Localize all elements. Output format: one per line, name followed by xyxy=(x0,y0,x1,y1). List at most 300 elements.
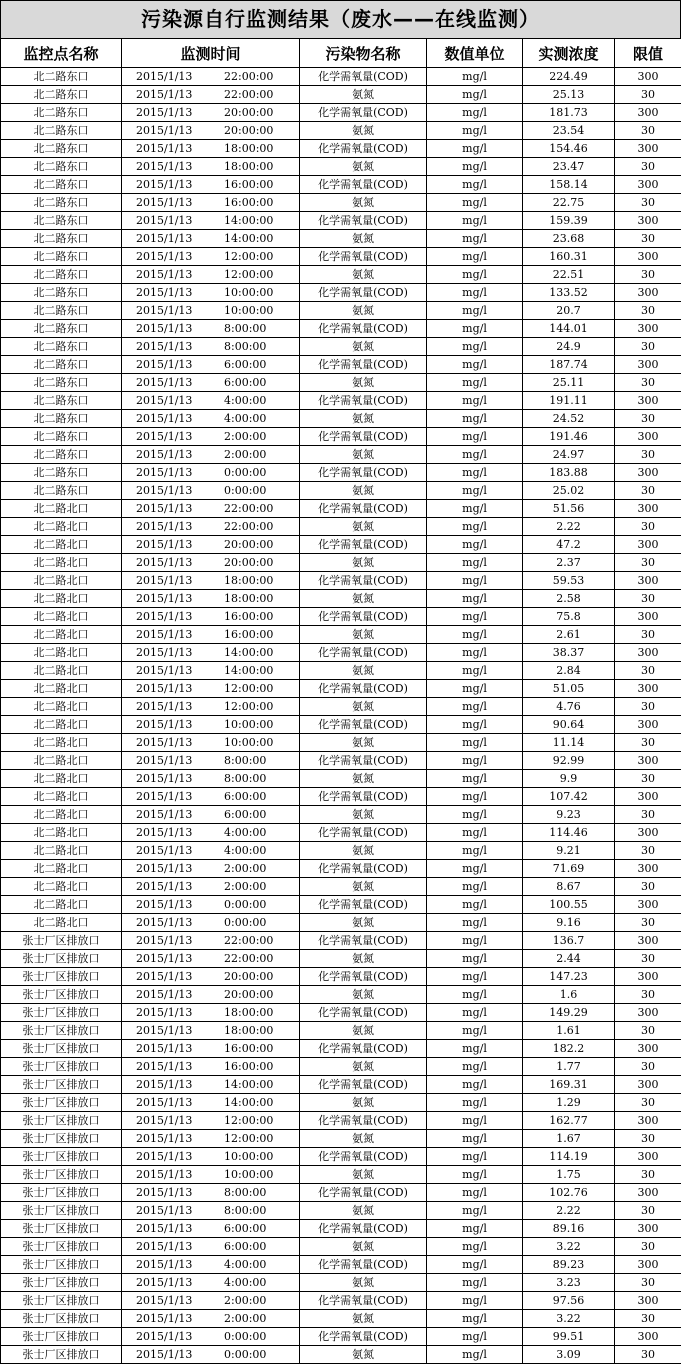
pollutant-cell: 化学需氧量(COD) xyxy=(300,1220,427,1238)
time-cell xyxy=(122,608,300,626)
limit-cell: 300 xyxy=(615,1076,681,1094)
table-row xyxy=(1,896,681,914)
date-text: 2015/1/13 xyxy=(136,968,224,985)
limit-cell: 300 xyxy=(615,1148,681,1166)
concentration-cell: 9.21 xyxy=(523,842,615,860)
concentration-cell: 159.39 xyxy=(523,212,615,230)
pollutant-cell: 氨氮 xyxy=(300,1274,427,1292)
limit-cell: 300 xyxy=(615,860,681,878)
pollutant-cell: 化学需氧量(COD) xyxy=(300,608,427,626)
site-cell: 北二路东口 xyxy=(1,248,122,266)
date-text: 2015/1/13 xyxy=(136,1130,224,1147)
concentration-cell: 89.23 xyxy=(523,1256,615,1274)
time-cell xyxy=(122,1346,300,1364)
date-text: 2015/1/13 xyxy=(136,788,224,805)
limit-cell: 300 xyxy=(615,320,681,338)
pollutant-cell: 化学需氧量(COD) xyxy=(300,572,427,590)
site-cell: 北二路东口 xyxy=(1,104,122,122)
limit-cell: 300 xyxy=(615,68,681,86)
unit-cell: mg/l xyxy=(427,536,523,554)
date-text: 2015/1/13 xyxy=(136,230,224,247)
clock-text: 16:00:00 xyxy=(224,1042,273,1055)
site-cell: 北二路东口 xyxy=(1,212,122,230)
unit-cell: mg/l xyxy=(427,1130,523,1148)
results-table xyxy=(0,38,681,1364)
pollutant-cell: 化学需氧量(COD) xyxy=(300,1076,427,1094)
unit-cell: mg/l xyxy=(427,1202,523,1220)
unit-cell: mg/l xyxy=(427,716,523,734)
table-row xyxy=(1,626,681,644)
time-cell xyxy=(122,752,300,770)
date-text: 2015/1/13 xyxy=(136,428,224,445)
header-site: 监控点名称 xyxy=(1,39,122,68)
clock-text: 6:00:00 xyxy=(224,1240,266,1253)
table-row xyxy=(1,824,681,842)
concentration-cell: 3.22 xyxy=(523,1238,615,1256)
time-cell xyxy=(122,482,300,500)
table-row xyxy=(1,608,681,626)
time-cell xyxy=(122,662,300,680)
time-cell xyxy=(122,698,300,716)
site-cell: 北二路北口 xyxy=(1,680,122,698)
concentration-cell: 89.16 xyxy=(523,1220,615,1238)
clock-text: 12:00:00 xyxy=(224,1132,273,1145)
limit-cell: 30 xyxy=(615,1274,681,1292)
table-row xyxy=(1,302,681,320)
concentration-cell: 191.11 xyxy=(523,392,615,410)
limit-cell: 30 xyxy=(615,626,681,644)
table-row xyxy=(1,374,681,392)
unit-cell: mg/l xyxy=(427,158,523,176)
table-row xyxy=(1,1022,681,1040)
date-text: 2015/1/13 xyxy=(136,464,224,481)
table-row xyxy=(1,1076,681,1094)
unit-cell: mg/l xyxy=(427,1220,523,1238)
site-cell: 北二路东口 xyxy=(1,230,122,248)
clock-text: 8:00:00 xyxy=(224,772,266,785)
clock-text: 6:00:00 xyxy=(224,376,266,389)
limit-cell: 30 xyxy=(615,194,681,212)
date-text: 2015/1/13 xyxy=(136,500,224,517)
limit-cell: 30 xyxy=(615,662,681,680)
limit-cell: 30 xyxy=(615,770,681,788)
pollutant-cell: 化学需氧量(COD) xyxy=(300,1040,427,1058)
table-row xyxy=(1,662,681,680)
pollutant-cell: 氨氮 xyxy=(300,302,427,320)
table-row xyxy=(1,1310,681,1328)
concentration-cell: 24.97 xyxy=(523,446,615,464)
table-row xyxy=(1,698,681,716)
table-row xyxy=(1,1256,681,1274)
limit-cell: 300 xyxy=(615,284,681,302)
unit-cell: mg/l xyxy=(427,1256,523,1274)
time-cell xyxy=(122,1022,300,1040)
date-text: 2015/1/13 xyxy=(136,1004,224,1021)
unit-cell: mg/l xyxy=(427,104,523,122)
pollutant-cell: 氨氮 xyxy=(300,626,427,644)
concentration-cell: 107.42 xyxy=(523,788,615,806)
clock-text: 6:00:00 xyxy=(224,1222,266,1235)
table-row xyxy=(1,1112,681,1130)
concentration-cell: 162.77 xyxy=(523,1112,615,1130)
clock-text: 12:00:00 xyxy=(224,250,273,263)
limit-cell: 300 xyxy=(615,1040,681,1058)
pollutant-cell: 化学需氧量(COD) xyxy=(300,1112,427,1130)
time-cell xyxy=(122,896,300,914)
table-row xyxy=(1,338,681,356)
site-cell: 北二路东口 xyxy=(1,176,122,194)
table-row xyxy=(1,932,681,950)
clock-text: 20:00:00 xyxy=(224,538,273,551)
unit-cell: mg/l xyxy=(427,446,523,464)
concentration-cell: 23.68 xyxy=(523,230,615,248)
site-cell: 北二路东口 xyxy=(1,140,122,158)
pollutant-cell: 氨氮 xyxy=(300,950,427,968)
site-cell: 北二路东口 xyxy=(1,122,122,140)
clock-text: 8:00:00 xyxy=(224,1186,266,1199)
pollutant-cell: 氨氮 xyxy=(300,986,427,1004)
time-cell xyxy=(122,284,300,302)
site-cell: 北二路北口 xyxy=(1,554,122,572)
unit-cell: mg/l xyxy=(427,1292,523,1310)
date-text: 2015/1/13 xyxy=(136,356,224,373)
date-text: 2015/1/13 xyxy=(136,608,224,625)
time-cell xyxy=(122,1112,300,1130)
pollutant-cell: 氨氮 xyxy=(300,374,427,392)
clock-text: 22:00:00 xyxy=(224,520,273,533)
pollutant-cell: 氨氮 xyxy=(300,518,427,536)
site-cell: 北二路东口 xyxy=(1,338,122,356)
unit-cell: mg/l xyxy=(427,590,523,608)
site-cell: 北二路东口 xyxy=(1,356,122,374)
site-cell: 北二路东口 xyxy=(1,446,122,464)
unit-cell: mg/l xyxy=(427,788,523,806)
date-text: 2015/1/13 xyxy=(136,1022,224,1039)
time-cell xyxy=(122,86,300,104)
time-cell xyxy=(122,158,300,176)
date-text: 2015/1/13 xyxy=(136,1202,224,1219)
limit-cell: 30 xyxy=(615,698,681,716)
site-cell: 北二路东口 xyxy=(1,410,122,428)
clock-text: 2:00:00 xyxy=(224,1312,266,1325)
clock-text: 4:00:00 xyxy=(224,394,266,407)
table-row xyxy=(1,968,681,986)
concentration-cell: 38.37 xyxy=(523,644,615,662)
site-cell: 北二路北口 xyxy=(1,626,122,644)
pollutant-cell: 化学需氧量(COD) xyxy=(300,464,427,482)
unit-cell: mg/l xyxy=(427,896,523,914)
table-row xyxy=(1,878,681,896)
site-cell: 张士厂区排放口 xyxy=(1,1022,122,1040)
time-cell xyxy=(122,140,300,158)
date-text: 2015/1/13 xyxy=(136,248,224,265)
table-row xyxy=(1,1346,681,1364)
pollutant-cell: 氨氮 xyxy=(300,1238,427,1256)
pollutant-cell: 化学需氧量(COD) xyxy=(300,500,427,518)
unit-cell: mg/l xyxy=(427,878,523,896)
limit-cell: 30 xyxy=(615,878,681,896)
time-cell xyxy=(122,338,300,356)
clock-text: 14:00:00 xyxy=(224,664,273,677)
time-cell xyxy=(122,1004,300,1022)
pollutant-cell: 氨氮 xyxy=(300,1166,427,1184)
time-cell xyxy=(122,68,300,86)
site-cell: 北二路东口 xyxy=(1,302,122,320)
site-cell: 北二路北口 xyxy=(1,824,122,842)
date-text: 2015/1/13 xyxy=(136,1292,224,1309)
table-row xyxy=(1,392,681,410)
unit-cell: mg/l xyxy=(427,968,523,986)
limit-cell: 300 xyxy=(615,644,681,662)
unit-cell: mg/l xyxy=(427,68,523,86)
site-cell: 张士厂区排放口 xyxy=(1,1346,122,1364)
limit-cell: 30 xyxy=(615,482,681,500)
limit-cell: 30 xyxy=(615,410,681,428)
site-cell: 张士厂区排放口 xyxy=(1,1310,122,1328)
concentration-cell: 22.51 xyxy=(523,266,615,284)
clock-text: 18:00:00 xyxy=(224,1024,273,1037)
date-text: 2015/1/13 xyxy=(136,950,224,967)
date-text: 2015/1/13 xyxy=(136,932,224,949)
concentration-cell: 149.29 xyxy=(523,1004,615,1022)
unit-cell: mg/l xyxy=(427,1022,523,1040)
unit-cell: mg/l xyxy=(427,374,523,392)
limit-cell: 300 xyxy=(615,1004,681,1022)
pollutant-cell: 氨氮 xyxy=(300,194,427,212)
site-cell: 北二路北口 xyxy=(1,770,122,788)
time-cell xyxy=(122,878,300,896)
site-cell: 北二路北口 xyxy=(1,698,122,716)
unit-cell: mg/l xyxy=(427,1328,523,1346)
unit-cell: mg/l xyxy=(427,284,523,302)
clock-text: 0:00:00 xyxy=(224,898,266,911)
concentration-cell: 158.14 xyxy=(523,176,615,194)
table-row xyxy=(1,1004,681,1022)
site-cell: 北二路北口 xyxy=(1,914,122,932)
time-cell xyxy=(122,590,300,608)
unit-cell: mg/l xyxy=(427,1076,523,1094)
unit-cell: mg/l xyxy=(427,302,523,320)
unit-cell: mg/l xyxy=(427,86,523,104)
site-cell: 张士厂区排放口 xyxy=(1,1094,122,1112)
unit-cell: mg/l xyxy=(427,464,523,482)
pollutant-cell: 氨氮 xyxy=(300,770,427,788)
limit-cell: 300 xyxy=(615,824,681,842)
pollutant-cell: 化学需氧量(COD) xyxy=(300,968,427,986)
unit-cell: mg/l xyxy=(427,572,523,590)
table-row xyxy=(1,212,681,230)
time-cell xyxy=(122,266,300,284)
unit-cell: mg/l xyxy=(427,410,523,428)
clock-text: 20:00:00 xyxy=(224,124,273,137)
clock-text: 2:00:00 xyxy=(224,448,266,461)
limit-cell: 300 xyxy=(615,1220,681,1238)
time-cell xyxy=(122,842,300,860)
time-cell xyxy=(122,230,300,248)
pollutant-cell: 化学需氧量(COD) xyxy=(300,176,427,194)
concentration-cell: 1.6 xyxy=(523,986,615,1004)
site-cell: 北二路北口 xyxy=(1,500,122,518)
site-cell: 北二路东口 xyxy=(1,482,122,500)
site-cell: 北二路东口 xyxy=(1,158,122,176)
pollutant-cell: 化学需氧量(COD) xyxy=(300,752,427,770)
pollutant-cell: 化学需氧量(COD) xyxy=(300,104,427,122)
unit-cell: mg/l xyxy=(427,212,523,230)
table-row xyxy=(1,572,681,590)
clock-text: 20:00:00 xyxy=(224,106,273,119)
site-cell: 北二路东口 xyxy=(1,86,122,104)
header-concentration: 实测浓度 xyxy=(523,39,615,68)
site-cell: 北二路东口 xyxy=(1,392,122,410)
concentration-cell: 136.7 xyxy=(523,932,615,950)
limit-cell: 300 xyxy=(615,716,681,734)
time-cell xyxy=(122,1058,300,1076)
pollutant-cell: 氨氮 xyxy=(300,1094,427,1112)
pollutant-cell: 氨氮 xyxy=(300,338,427,356)
pollutant-cell: 化学需氧量(COD) xyxy=(300,284,427,302)
date-text: 2015/1/13 xyxy=(136,1220,224,1237)
pollutant-cell: 化学需氧量(COD) xyxy=(300,1004,427,1022)
site-cell: 北二路北口 xyxy=(1,878,122,896)
unit-cell: mg/l xyxy=(427,320,523,338)
unit-cell: mg/l xyxy=(427,662,523,680)
date-text: 2015/1/13 xyxy=(136,1058,224,1075)
time-cell xyxy=(122,428,300,446)
concentration-cell: 22.75 xyxy=(523,194,615,212)
site-cell: 张士厂区排放口 xyxy=(1,1256,122,1274)
time-cell xyxy=(122,356,300,374)
table-row xyxy=(1,140,681,158)
table-row xyxy=(1,410,681,428)
time-cell xyxy=(122,626,300,644)
sheet-title: 污染源自行监测结果（废水——在线监测） xyxy=(0,0,681,39)
time-cell xyxy=(122,1130,300,1148)
pollutant-cell: 化学需氧量(COD) xyxy=(300,536,427,554)
pollutant-cell: 氨氮 xyxy=(300,878,427,896)
limit-cell: 300 xyxy=(615,464,681,482)
pollutant-cell: 化学需氧量(COD) xyxy=(300,932,427,950)
concentration-cell: 1.67 xyxy=(523,1130,615,1148)
clock-text: 8:00:00 xyxy=(224,322,266,335)
concentration-cell: 90.64 xyxy=(523,716,615,734)
limit-cell: 300 xyxy=(615,248,681,266)
limit-cell: 30 xyxy=(615,1058,681,1076)
date-text: 2015/1/13 xyxy=(136,1310,224,1327)
site-cell: 北二路北口 xyxy=(1,896,122,914)
table-row xyxy=(1,1202,681,1220)
unit-cell: mg/l xyxy=(427,518,523,536)
date-text: 2015/1/13 xyxy=(136,482,224,499)
table-row xyxy=(1,554,681,572)
concentration-cell: 102.76 xyxy=(523,1184,615,1202)
date-text: 2015/1/13 xyxy=(136,644,224,661)
clock-text: 16:00:00 xyxy=(224,196,273,209)
clock-text: 10:00:00 xyxy=(224,718,273,731)
time-cell xyxy=(122,1040,300,1058)
time-cell xyxy=(122,500,300,518)
unit-cell: mg/l xyxy=(427,356,523,374)
limit-cell: 300 xyxy=(615,536,681,554)
pollutant-cell: 化学需氧量(COD) xyxy=(300,1328,427,1346)
clock-text: 10:00:00 xyxy=(224,1168,273,1181)
table-row xyxy=(1,770,681,788)
pollutant-cell: 化学需氧量(COD) xyxy=(300,716,427,734)
concentration-cell: 160.31 xyxy=(523,248,615,266)
clock-text: 16:00:00 xyxy=(224,1060,273,1073)
time-cell xyxy=(122,1220,300,1238)
site-cell: 张士厂区排放口 xyxy=(1,1220,122,1238)
pollutant-cell: 氨氮 xyxy=(300,266,427,284)
date-text: 2015/1/13 xyxy=(136,1184,224,1201)
date-text: 2015/1/13 xyxy=(136,1148,224,1165)
table-row xyxy=(1,500,681,518)
unit-cell: mg/l xyxy=(427,806,523,824)
table-row xyxy=(1,1220,681,1238)
clock-text: 10:00:00 xyxy=(224,304,273,317)
limit-cell: 300 xyxy=(615,104,681,122)
concentration-cell: 2.37 xyxy=(523,554,615,572)
concentration-cell: 1.77 xyxy=(523,1058,615,1076)
table-row xyxy=(1,86,681,104)
limit-cell: 300 xyxy=(615,752,681,770)
table-row xyxy=(1,1238,681,1256)
date-text: 2015/1/13 xyxy=(136,392,224,409)
table-row xyxy=(1,1292,681,1310)
site-cell: 北二路北口 xyxy=(1,662,122,680)
clock-text: 20:00:00 xyxy=(224,556,273,569)
date-text: 2015/1/13 xyxy=(136,1238,224,1255)
date-text: 2015/1/13 xyxy=(136,1346,224,1363)
date-text: 2015/1/13 xyxy=(136,590,224,607)
time-cell xyxy=(122,806,300,824)
concentration-cell: 114.46 xyxy=(523,824,615,842)
concentration-cell: 23.54 xyxy=(523,122,615,140)
limit-cell: 30 xyxy=(615,302,681,320)
pollutant-cell: 氨氮 xyxy=(300,662,427,680)
time-cell xyxy=(122,968,300,986)
pollutant-cell: 化学需氧量(COD) xyxy=(300,140,427,158)
clock-text: 4:00:00 xyxy=(224,826,266,839)
concentration-cell: 75.8 xyxy=(523,608,615,626)
pollutant-cell: 化学需氧量(COD) xyxy=(300,680,427,698)
site-cell: 北二路北口 xyxy=(1,860,122,878)
clock-text: 12:00:00 xyxy=(224,700,273,713)
pollutant-cell: 化学需氧量(COD) xyxy=(300,68,427,86)
clock-text: 8:00:00 xyxy=(224,340,266,353)
pollutant-cell: 化学需氧量(COD) xyxy=(300,248,427,266)
limit-cell: 30 xyxy=(615,374,681,392)
concentration-cell: 3.22 xyxy=(523,1310,615,1328)
unit-cell: mg/l xyxy=(427,986,523,1004)
date-text: 2015/1/13 xyxy=(136,266,224,283)
concentration-cell: 3.09 xyxy=(523,1346,615,1364)
unit-cell: mg/l xyxy=(427,734,523,752)
unit-cell: mg/l xyxy=(427,428,523,446)
concentration-cell: 144.01 xyxy=(523,320,615,338)
site-cell: 北二路北口 xyxy=(1,518,122,536)
date-text: 2015/1/13 xyxy=(136,1166,224,1183)
time-cell xyxy=(122,644,300,662)
clock-text: 6:00:00 xyxy=(224,808,266,821)
unit-cell: mg/l xyxy=(427,680,523,698)
concentration-cell: 100.55 xyxy=(523,896,615,914)
limit-cell: 300 xyxy=(615,356,681,374)
clock-text: 10:00:00 xyxy=(224,1150,273,1163)
pollutant-cell: 氨氮 xyxy=(300,1058,427,1076)
time-cell xyxy=(122,572,300,590)
clock-text: 16:00:00 xyxy=(224,610,273,623)
clock-text: 16:00:00 xyxy=(224,628,273,641)
